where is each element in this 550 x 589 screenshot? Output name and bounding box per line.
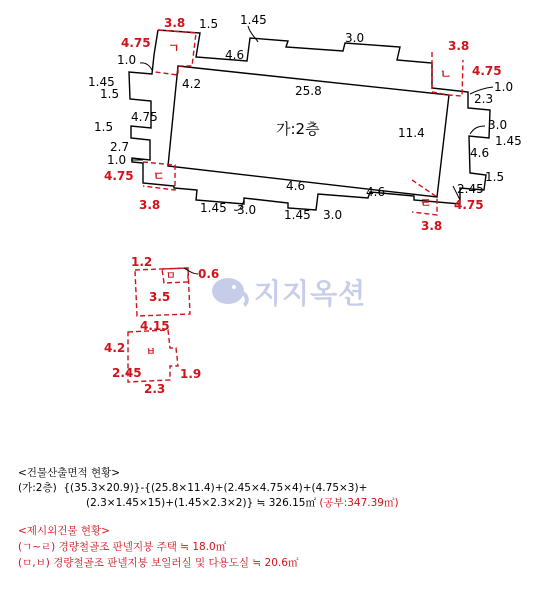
dimension: 1.45 — [200, 201, 227, 215]
dimension: 1.0 — [107, 153, 127, 167]
dimension: 1.5 — [485, 170, 505, 184]
dimension: 1.45 — [88, 75, 115, 89]
dimension: 1.45 — [284, 208, 311, 222]
dimension: 2.7 — [110, 140, 130, 154]
dimension: 4.75 — [121, 36, 151, 50]
dimension: 2.45 — [112, 366, 142, 380]
dimension: 4.15 — [140, 319, 170, 333]
dimension: 1.5 — [94, 120, 114, 134]
dimension: 4.6 — [366, 185, 386, 199]
dimension: 3.0 — [237, 203, 257, 217]
dimension: 4.6 — [470, 146, 490, 160]
calc-line-2-text: (2.3×1.45×15)+(1.45×2.3×2)} ≒ 326.15㎡ — [86, 497, 320, 509]
leader-line — [140, 63, 152, 70]
dimension: 4.2 — [182, 77, 202, 91]
dimension: 3.0 — [323, 208, 343, 222]
dimension: 3.0 — [488, 118, 508, 132]
area-title: <건물산출면적 현황> — [18, 467, 121, 479]
extra-line-2: (ㅁ,ㅂ) 경량철골조 판넬지붕 보일러실 및 다용도실 ≒ 20.6㎡ — [18, 557, 299, 569]
dimension: 3.5 — [149, 290, 171, 304]
calc-line-2 — [86, 496, 399, 510]
dimension: 3.8 — [139, 198, 161, 212]
dimension: 3.8 — [421, 219, 443, 233]
dimension: 2.3 — [474, 92, 494, 106]
dimension: 4.6 — [286, 179, 306, 193]
dimension: 4.75 — [131, 110, 158, 124]
zone-label: ㄹ — [420, 196, 432, 210]
elephant-logo-icon — [208, 275, 250, 309]
official-area: (공부:347.39㎡) — [319, 497, 399, 509]
zone-label: ㄷ — [153, 169, 165, 183]
zone-label: ㄴ — [440, 67, 452, 81]
dimension: 1.45 — [495, 134, 522, 148]
dimension: 4.75 — [454, 198, 484, 212]
dimension: 11.4 — [398, 126, 425, 140]
dimension: 4.6 — [225, 48, 245, 62]
leader-line — [184, 268, 198, 274]
dimension: 1.0 — [494, 80, 514, 94]
dimension: 0.6 — [198, 267, 220, 281]
extra-line-1: (ㄱ~ㄹ) 경량철골조 판넬지붕 주택 ≒ 18.0㎡ — [18, 541, 227, 553]
dimension: 4.75 — [104, 169, 134, 183]
extra-title: <제시외건물 현황> — [18, 525, 110, 537]
dimension: 1.5 — [199, 17, 219, 31]
watermark-text: 지지옥션 — [254, 277, 367, 310]
zone-label: ㄱ — [168, 41, 180, 55]
dimension: 3.0 — [345, 31, 365, 45]
zone-label: ㅂ — [146, 347, 156, 358]
building-label: 가:2층 — [276, 120, 320, 138]
dimension: 1.45 — [240, 13, 267, 27]
dimension: 2.45 — [457, 182, 484, 196]
dimension: 3.8 — [448, 39, 470, 53]
dimension: 25.8 — [295, 84, 322, 98]
dimension: 1.5 — [100, 87, 120, 101]
calc-line-1: (가:2층) {(35.3×20.9)}-{(25.8×11.4)+(2.45×4.75×4)+(4.75×3)+ — [18, 482, 368, 494]
dimension: 2.3 — [144, 382, 166, 396]
dimension: 1.0 — [117, 53, 137, 67]
zone-label: ㅁ — [166, 271, 176, 282]
dimension: 1.2 — [131, 255, 153, 269]
dimension: 1.9 — [180, 367, 202, 381]
dimension: 4.2 — [104, 341, 126, 355]
leader-line — [470, 126, 485, 134]
watermark — [208, 272, 366, 312]
dimension: 3.8 — [164, 16, 186, 30]
dimension: 4.75 — [472, 64, 502, 78]
